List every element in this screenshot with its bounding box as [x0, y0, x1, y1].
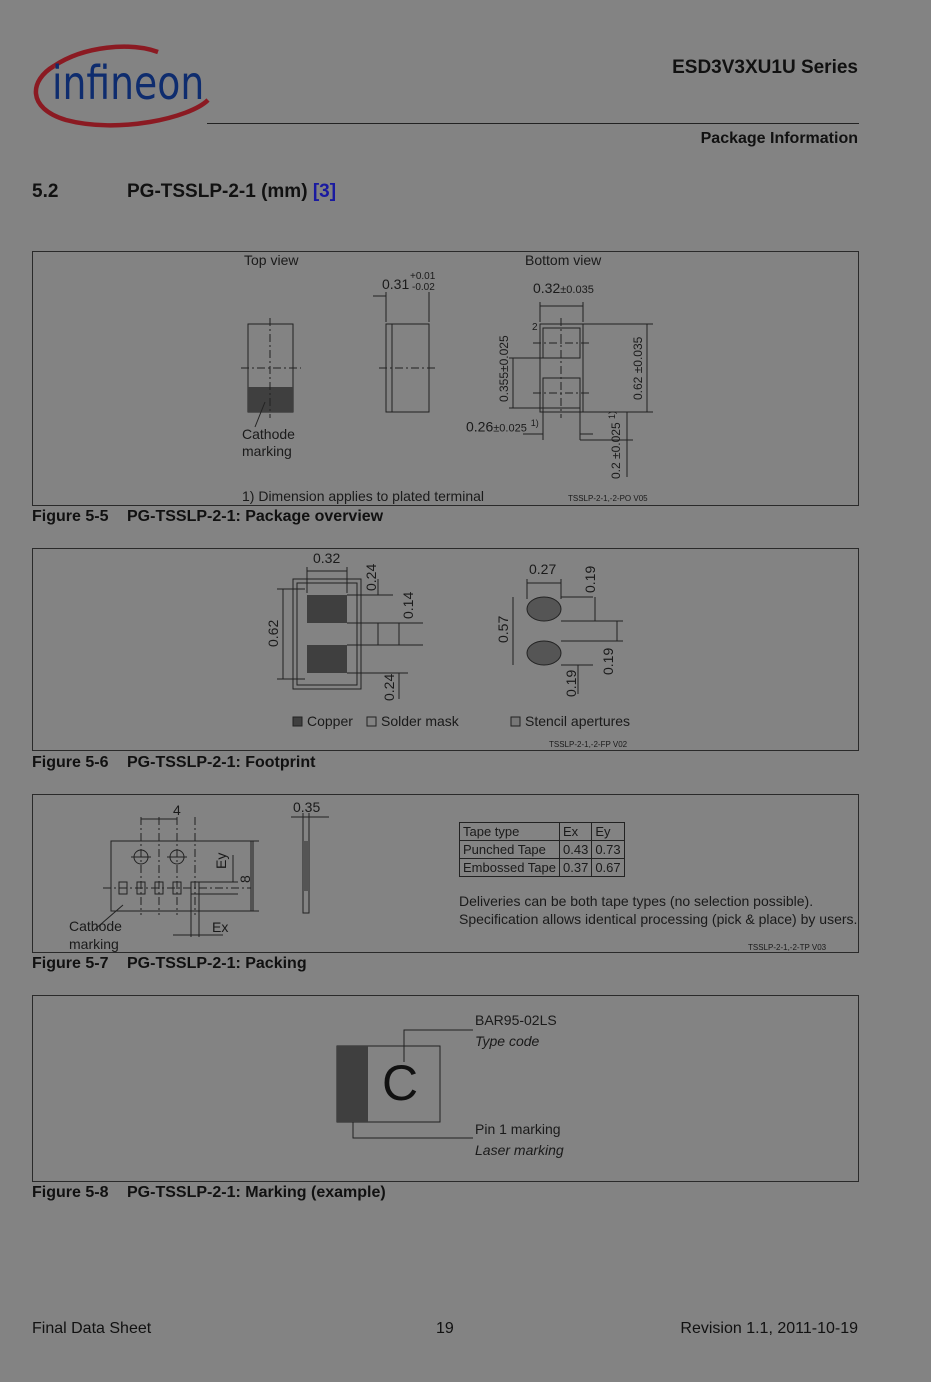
section-title-text: PG-TSSLP-2-1 (mm) — [127, 181, 308, 202]
delivery-note-1: Deliveries can be both tape types (no selection possible). — [459, 893, 814, 909]
figure-packing — [32, 794, 859, 953]
dim-031 — [382, 276, 409, 292]
fp-dim-014: 0.14 — [400, 591, 416, 619]
logo-wordmark: infineon — [52, 56, 205, 110]
section-number: 5.2 — [32, 181, 59, 202]
caption-footprint — [32, 754, 857, 774]
fp-dim-024b: 0.24 — [381, 673, 397, 701]
table-header-row — [460, 823, 625, 841]
caption-text: PG-TSSLP-2-1: Marking (example) — [127, 1184, 386, 1201]
cathode-marking-line1: Cathode — [242, 426, 295, 442]
footnote: 1) Dimension applies to plated terminal — [242, 488, 485, 504]
bottom-view-label: Bottom view — [525, 252, 602, 268]
delivery-note-2: Specification allows identical processing (pick & place) by users. — [459, 911, 858, 927]
dim-0355: 0.355±0.025 — [497, 335, 511, 402]
figure-package-overview — [32, 251, 859, 506]
table-header-cell: Ex — [560, 823, 592, 841]
dim-026-value: 0.26 — [466, 418, 494, 435]
pack-dim-035: 0.35 — [293, 799, 321, 815]
legend-copper: Copper — [307, 713, 353, 729]
dim-026-tol: ±0.025 — [493, 422, 527, 435]
fp-dim-019c: 0.19 — [563, 669, 579, 697]
table-row — [460, 841, 625, 859]
top-view-label: Top view — [244, 252, 299, 268]
dim-031-plus: +0.01 — [410, 271, 436, 282]
pack-dim-ex: Ex — [212, 919, 229, 935]
fp-dim-057: 0.57 — [495, 615, 511, 643]
marking-char: C — [382, 1055, 419, 1111]
fp-dim-062: 0.62 — [265, 619, 281, 647]
pack-dim-4: 4 — [173, 802, 181, 818]
fp-dim-027: 0.27 — [529, 561, 557, 577]
dim-032 — [533, 280, 594, 296]
pin1-marking-label: Pin 1 marking — [475, 1121, 561, 1137]
packing-drawing — [33, 795, 858, 952]
section-title — [127, 181, 336, 203]
reference-link[interactable]: [3] — [312, 181, 337, 202]
fp-dim-019a: 0.19 — [582, 565, 598, 593]
dim-062: 0.62 ±0.035 — [631, 336, 645, 400]
pack-dim-8: 8 — [237, 875, 253, 883]
pack-cathode-line2: marking — [69, 936, 119, 952]
dim-02-value: 0.2 ±0.025 — [609, 422, 623, 479]
caption-number: Figure 5-8 — [32, 1184, 109, 1201]
figure-marking — [32, 995, 859, 1182]
table-cell: 0.67 — [592, 859, 624, 877]
caption-number: Figure 5-6 — [32, 754, 109, 771]
fp-dim-032: 0.32 — [313, 550, 341, 566]
legend-solder-mask: Solder mask — [381, 713, 459, 729]
caption-text: PG-TSSLP-2-1: Packing — [127, 955, 307, 972]
caption-text: PG-TSSLP-2-1: Package overview — [127, 508, 384, 525]
caption-number: Figure 5-5 — [32, 508, 109, 525]
marking-drawing — [33, 996, 858, 1181]
header-rule — [207, 123, 859, 124]
dim-031-value: 0.31 — [382, 276, 410, 292]
pack-dim-ey: Ey — [213, 852, 229, 869]
table-header-cell: Tape type — [460, 823, 560, 841]
pack-cathode-line1: Cathode — [69, 918, 122, 934]
table-header-cell: Ey — [592, 823, 624, 841]
table-cell: Punched Tape — [460, 841, 560, 859]
figure-footprint — [32, 548, 859, 751]
dim-02 — [607, 411, 623, 479]
dim-02-note: 1) — [607, 411, 617, 420]
table-cell: 0.37 — [560, 859, 592, 877]
tape-type-table — [459, 822, 625, 877]
caption-packing — [32, 955, 857, 975]
part-number: BAR95-02LS — [475, 1012, 557, 1028]
footprint-code: TSSLP-2-1,-2-FP V02 — [549, 740, 628, 749]
legend-stencil: Stencil apertures — [525, 713, 631, 729]
dim-032-value: 0.32 — [533, 280, 561, 296]
cathode-marking-line2: marking — [242, 443, 292, 459]
pin-2-label: 2 — [532, 322, 538, 333]
table-row — [460, 859, 625, 877]
table-cell: 0.43 — [560, 841, 592, 859]
dim-031-minus: -0.02 — [412, 282, 435, 293]
footer-revision: Revision 1.1, 2011-10-19 — [680, 1320, 858, 1337]
dim-026-note: 1) — [530, 418, 539, 428]
dim-026 — [466, 418, 539, 435]
type-code-label: Type code — [475, 1033, 540, 1049]
fp-dim-024a: 0.24 — [363, 563, 379, 591]
laser-marking-label: Laser marking — [475, 1142, 564, 1158]
infineon-logo — [30, 44, 212, 128]
dim-032-tol: ±0.035 — [560, 284, 594, 296]
caption-text: PG-TSSLP-2-1: Footprint — [127, 754, 316, 771]
table-cell: 0.73 — [592, 841, 624, 859]
page-number: 19 — [436, 1320, 454, 1337]
packing-code: TSSLP-2-1,-2-TP V03 — [748, 943, 827, 952]
caption-package-overview — [32, 508, 857, 528]
drawing-code: TSSLP-2-1,-2-PO V05 — [568, 494, 648, 503]
caption-number: Figure 5-7 — [32, 955, 109, 972]
caption-marking — [32, 1184, 857, 1204]
series-title: ESD3V3XU1U Series — [672, 57, 858, 78]
footer-left: Final Data Sheet — [32, 1320, 152, 1337]
package-overview-drawing — [33, 252, 858, 505]
fp-dim-019b: 0.19 — [600, 647, 616, 675]
section-label: Package Information — [700, 130, 858, 147]
table-cell: Embossed Tape — [460, 859, 560, 877]
